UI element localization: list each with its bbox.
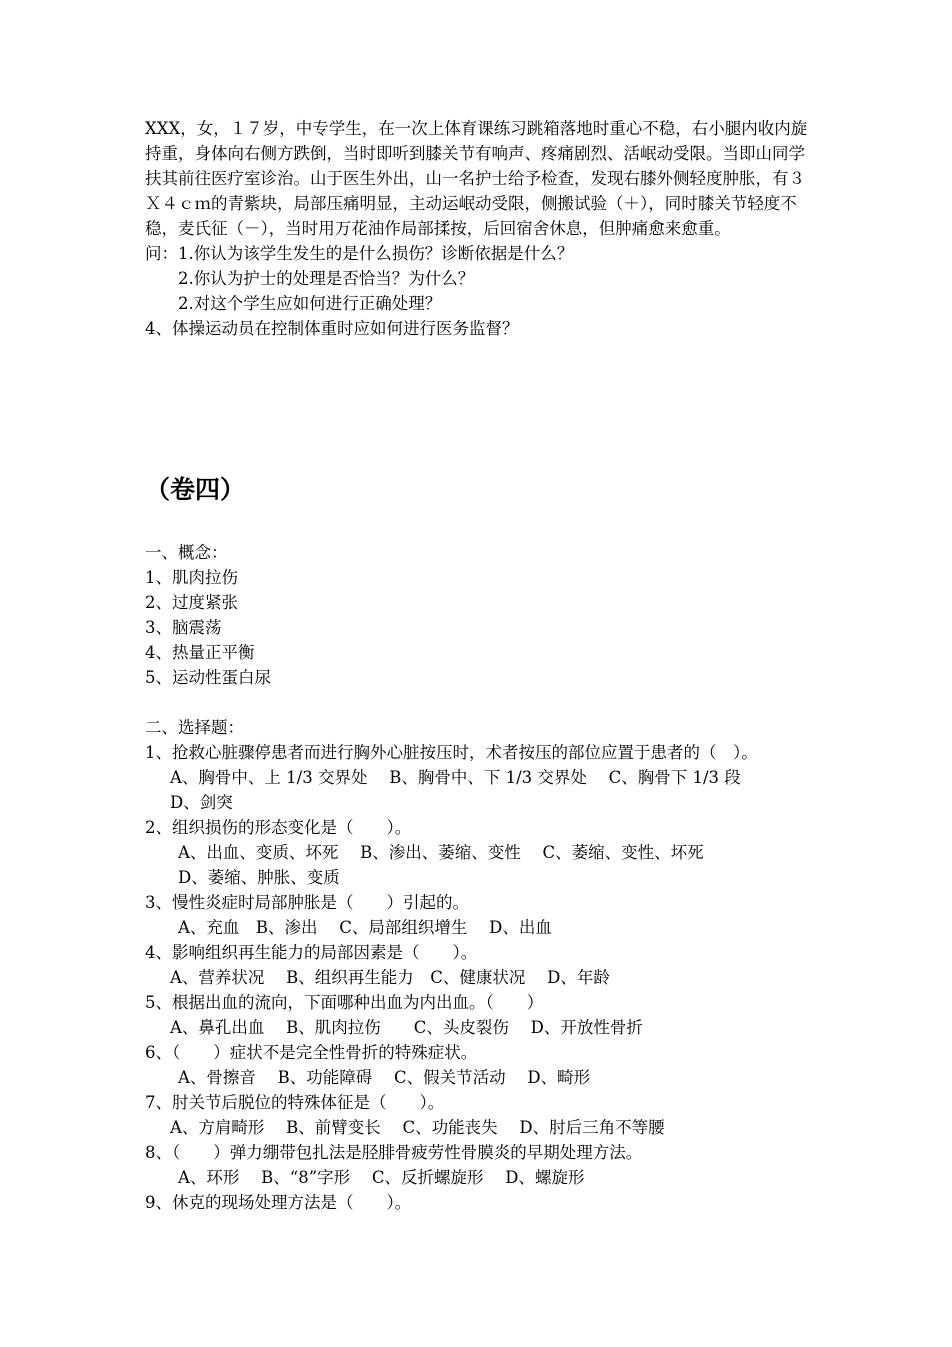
mc-question-stem: 4、影响组织再生能力的局部因素是（ ）。 bbox=[145, 943, 478, 962]
mc-options: A、鼻孔出血 B、肌肉拉伤 C、头皮裂伤 D、开放性骨折 bbox=[170, 1018, 643, 1037]
section-title: 二、选择题： bbox=[145, 718, 244, 737]
mc-options: A、出血、变质、坏死 B、渗出、萎缩、变性 C、萎缩、变性、坏死 bbox=[178, 843, 704, 862]
mc-question-stem: 7、肘关节后脱位的特殊体征是（ ）。 bbox=[145, 1093, 445, 1112]
section-title: 一、概念： bbox=[145, 543, 228, 562]
mc-question-stem: 5、根据出血的流向，下面哪种出血为内出血。（ ） bbox=[145, 993, 544, 1012]
case-question: 2.你认为护士的处理是否恰当？为什么？ bbox=[178, 269, 475, 288]
mc-question-stem: 2、组织损伤的形态变化是（ ）。 bbox=[145, 818, 412, 837]
concepts-section bbox=[145, 540, 925, 690]
concept-item: 3、脑震荡 bbox=[145, 618, 222, 637]
exam-title: （卷四） bbox=[145, 475, 246, 504]
case-text-line: Ｘ４ｃｍ的青紫块，局部压痛明显，主动运岷动受限，侧搬试验（＋），同时膝关节轻度不 bbox=[145, 194, 797, 213]
mc-question-stem: 6、（ ）症状不是完全性骨折的特殊症状。 bbox=[145, 1043, 478, 1062]
case-text-line: 稳，麦氏征（－），当时用万花油作局部揉按，后回宿舍休息，但肿痛愈来愈重。 bbox=[145, 219, 731, 238]
mc-options: A、方肩畸形 B、前臂变长 C、功能丧失 D、肘后三角不等腰 bbox=[170, 1118, 665, 1137]
case-text-line: XXX，女，１７岁，中专学生，在一次上体育课练习跳箱落地时重心不稳，右小腿内收内旋 bbox=[145, 119, 808, 138]
case-text-line: 扶其前往医疗室诊治。山于医生外出，山一名护士给予检查，发现右膝外侧轻度肿胀，有３ bbox=[145, 169, 805, 188]
mc-question-stem: 1、抢救心脏骤停患者而进行胸外心脏按压时，术者按压的部位应置于患者的（ ）。 bbox=[145, 743, 758, 762]
mc-options: A、环形 B、“8”字形 C、反折螺旋形 D、螺旋形 bbox=[178, 1168, 585, 1187]
mc-question-stem: 8、（ ）弹力绷带包扎法是胫腓骨疲劳性骨膜炎的早期处理方法。 bbox=[145, 1143, 643, 1162]
mc-question-stem: 9、休克的现场处理方法是（ ）。 bbox=[145, 1193, 412, 1212]
case-question: 2.对这个学生应如何进行正确处理？ bbox=[178, 294, 442, 313]
mc-options: A、胸骨中、上 1/3 交界处 B、胸骨中、下 1/3 交界处 C、胸骨下 1/3 段 bbox=[170, 768, 741, 787]
multiple-choice-section bbox=[145, 715, 925, 1215]
concept-item: 5、运动性蛋白尿 bbox=[145, 668, 271, 687]
mc-options: A、充血 B、渗出 C、局部组织增生 D、出血 bbox=[178, 918, 552, 937]
case-study bbox=[145, 116, 925, 341]
concept-item: 2、过度紧张 bbox=[145, 593, 238, 612]
concept-item: 4、热量正平衡 bbox=[145, 643, 255, 662]
page-content bbox=[145, 116, 925, 1215]
case-question: 问：1.你认为该学生发生的是什么损伤？诊断依据是什么？ bbox=[145, 244, 574, 263]
mc-options: D、萎缩、肿胀、变质 bbox=[178, 868, 340, 887]
case-text-line: 持重，身体向右侧方跌倒，当时即听到膝关节有响声、疼痛剧烈、活岷动受限。当即山同学 bbox=[145, 144, 805, 163]
concept-item: 1、肌肉拉伤 bbox=[145, 568, 238, 587]
mc-options: A、骨擦音 B、功能障碍 C、假关节活动 D、畸形 bbox=[178, 1068, 591, 1087]
mc-options: A、营养状况 B、组织再生能力 C、健康状况 D、年龄 bbox=[170, 968, 610, 987]
mc-question-stem: 3、慢性炎症时局部肿胀是（ ）引起的。 bbox=[145, 893, 469, 912]
extra-question: 4、体操运动员在控制体重时应如何进行医务监督？ bbox=[145, 319, 519, 338]
mc-options: D、剑突 bbox=[170, 793, 233, 812]
